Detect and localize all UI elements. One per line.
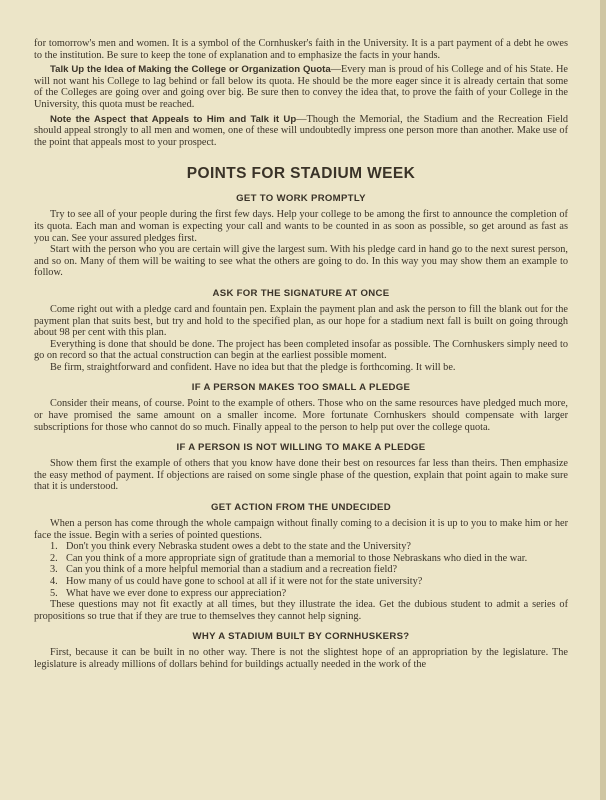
quota-lead: Talk Up the Idea of Making the College or Organization Quota <box>50 64 331 76</box>
question-text: Can you think of a more appropriate sign of gratitude than a memorial to those Nebraskans who died in the war. <box>66 552 528 564</box>
question-number: 5. <box>50 587 58 599</box>
signature-paragraph-3: Be firm, straightforward and confident. Have no idea but that the pledge is forthcoming. It will be. <box>50 361 456 373</box>
question-number: 2. <box>50 552 58 564</box>
aspect-lead: Note the Aspect that Appeals to Him and Talk it Up <box>50 113 297 125</box>
page-title: POINTS FOR STADIUM WEEK <box>186 165 416 183</box>
question-text: Can you think of a more helpful memorial than a stadium and a recreation field? <box>66 564 398 576</box>
question-number: 4. <box>50 576 58 587</box>
page-edge <box>600 0 606 800</box>
intro-continuation: for tomorrow's men and women. It is a symbol of the Cornhusker's faith in the University. It is a part payment of a debt he owes to the institution. Be sure to keep the tone of explanation and to emphasize the facts in your hands. <box>34 38 568 61</box>
question-text: What have we ever done to express our appreciation? <box>66 587 287 599</box>
question-number: 1. <box>50 541 58 553</box>
question-list <box>34 541 568 599</box>
question-number: 3. <box>50 564 58 576</box>
why-stadium-paragraph: First, because it can be built in no other way. There is not the slightest hope of an appropriation by the legislature. The legislature is already millions of dollars behind for buildings actually needed in the work of the <box>34 647 568 670</box>
question-item <box>34 553 568 565</box>
question-text: How many of us could have gone to school at all if it were not for the state university? <box>66 576 423 587</box>
section-heading-small-pledge: IF A PERSON MAKES TOO SMALL A PLEDGE <box>191 382 411 394</box>
question-item <box>34 564 568 576</box>
undecided-paragraph-1: When a person has come through the whole campaign without finally coming to a decision it is up to you to make him or her face the issue. Begin with a series of pointed questions. <box>34 518 568 541</box>
intro-quota-paragraph <box>34 64 568 110</box>
small-pledge-paragraph: Consider their means, of course. Point to the example of others. Those who on the same resources have pledged much more, or have promised the same amount on a smaller income. More fortunate Cornhuskers should compensate with larger subscriptions for those who cannot do so much. Finally appeal to the person to help put over the college quota. <box>34 398 568 433</box>
section-heading-signature: ASK FOR THE SIGNATURE AT ONCE <box>212 287 390 299</box>
work-promptly-paragraph-2: Start with the person who you are certain will give the largest sum. With his pledge card in hand go to the next surest person, and so on. Many of them will be waiting to see what the others are going to do. In this way you may show them an example to follow. <box>34 244 568 279</box>
aspect-text: —Though the Memorial, the Stadium and the Recreation Field should appeal strongly to all men and women, one of these will undoubtedly impress one person more than another. Make use of the point that appeals most to your prospect. <box>34 113 568 148</box>
undecided-paragraph-2: These questions may not fit exactly at all times, but they illustrate the idea. Get the dubious student to admit a series of propositions so true that if they are true to themselves they cannot help signing. <box>34 599 568 622</box>
section-heading-why-stadium: WHY A STADIUM BUILT BY CORNHUSKERS? <box>192 631 410 643</box>
question-item <box>34 576 568 588</box>
quota-text: —Every man is proud of his College and of his State. He will not want his College to lag behind or fall below its quota. He should be the more eager since it is already certain that some of the Colleges are going over and going over big. Be sure then to convey the idea that, to prove the faith of your College in the University, this quota must be reached. <box>34 64 568 110</box>
signature-paragraph-2: Everything is done that should be done. The project has been completed insofar as possible. The Cornhuskers simply need to go on record so that the actual construction can begin at the earliest possible moment. <box>34 338 568 362</box>
work-promptly-paragraph-1: Try to see all of your people during the first few days. Help your college to be among the first to announce the completion of its quota. Each man and woman is expecting your call and wants to be counted in as soon as possible, so get around as fast as you can. See your assured pledges first. <box>34 209 568 244</box>
signature-paragraph-1: Come right out with a pledge card and fountain pen. Explain the payment plan and ask the person to fill the blank out for the payment plan that suits best, but try and hold to the specified plan, as our hope for a stadium next fall is built on going through about 98 per cent with this plan. <box>34 303 568 339</box>
section-heading-not-willing: IF A PERSON IS NOT WILLING TO MAKE A PLEDGE <box>176 442 426 454</box>
question-item <box>34 541 568 553</box>
section-heading-undecided: GET ACTION FROM THE UNDECIDED <box>211 502 391 514</box>
intro-aspect-paragraph <box>34 114 568 149</box>
question-text: Don't you think every Nebraska student owes a debt to the state and the University? <box>66 541 411 553</box>
section-heading-work-promptly: GET TO WORK PROMPTLY <box>236 193 366 205</box>
not-willing-paragraph: Show them first the example of others that you know have done their best on resources far less than theirs. Then emphasize the easy method of payment. If objections are raised on some single phase of the question, explain that point again to make sure that it is understood. <box>34 458 568 493</box>
question-item <box>34 588 568 600</box>
